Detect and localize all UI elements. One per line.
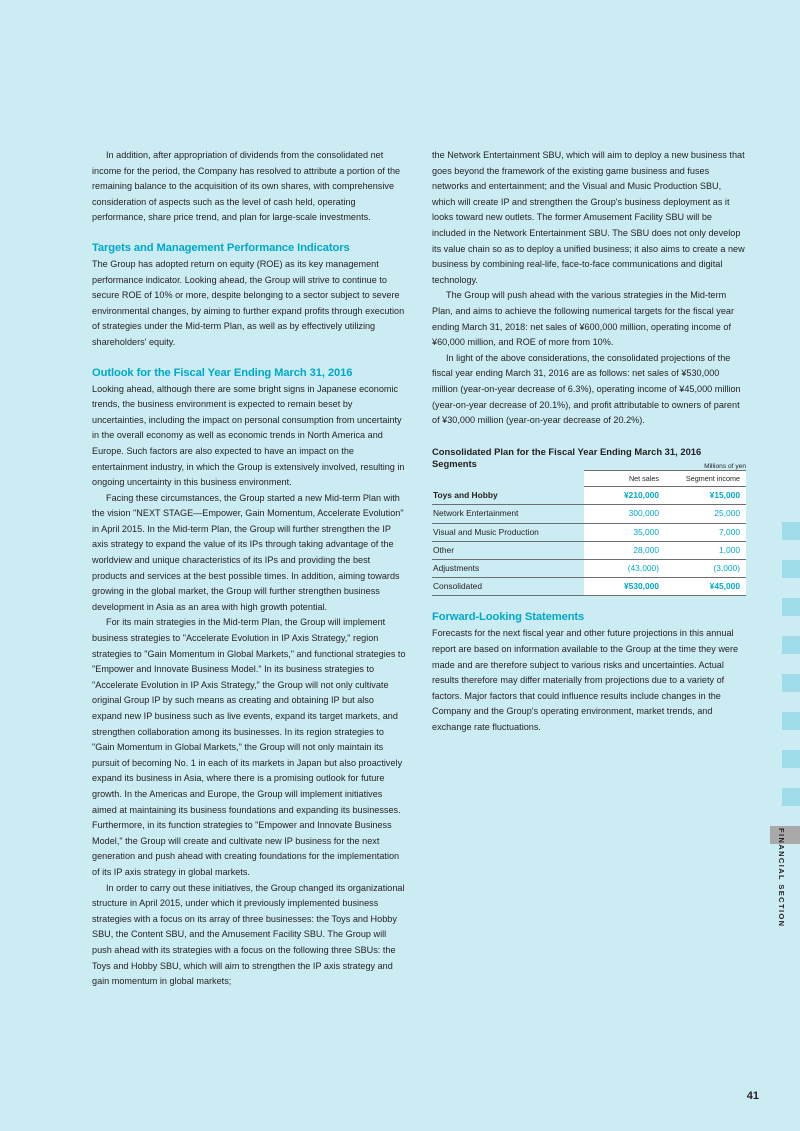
paragraph-numerical-targets: The Group will push ahead with the various strategies in the Mid-term Plan, and aims to achieve the following numerical targets for the fiscal year ending March 31, 2018: net sales of ¥600,000 million, operating income of ¥60,000 million, and ROE of more from 10%. bbox=[432, 290, 735, 348]
paragraph-organizational-structure: In order to carry out these initiatives, the Group changed its organizational structure in April 2015, under which it previously implemented business strategies with a focus on its array of three businesses: the Toys and Hobby SBU, the Content SBU, and the Amusement Facility SBU. The Group will push ahead with its strategies with a focus on the following three SBUs: the Toys and Hobby SBU, which will aim to strengthen the IP axis strategy and gain momentum in global markets; bbox=[92, 882, 405, 987]
table-header-net-sales: Net sales bbox=[584, 471, 665, 487]
paragraph-consolidated-projections: In light of the above considerations, the consolidated projections of the fiscal year ending March 31, 2016 are as follows: net sales of ¥530,000 million (year-on-year decrease of 6.3%), operating income of ¥45,000 million (year-on-year decrease of 20.1%), and profit attributable to owners of parent of ¥30,000 million (year-on-year decrease of 20.2%). bbox=[432, 352, 741, 426]
spacer bbox=[92, 351, 406, 366]
edge-tab-mark bbox=[782, 522, 800, 540]
consolidated-plan-table bbox=[432, 470, 746, 596]
edge-tab-mark bbox=[782, 560, 800, 578]
edge-tab-mark bbox=[782, 750, 800, 768]
table-cell-segment-income: 1,000 bbox=[665, 541, 746, 559]
table-row bbox=[432, 505, 746, 523]
heading-outlook-fy2016: Outlook for the Fiscal Year Ending March 31, 2016 bbox=[92, 366, 353, 379]
spacer bbox=[92, 226, 406, 241]
table-row bbox=[432, 560, 746, 578]
table-header-segment-income: Segment income bbox=[665, 471, 746, 487]
table-cell-label: Visual and Music Production bbox=[432, 523, 584, 541]
edge-tab-mark bbox=[782, 674, 800, 692]
table-cell-net-sales: 300,000 bbox=[584, 505, 665, 523]
edge-tab-strip bbox=[782, 0, 800, 1131]
paragraph-main-strategies: For its main strategies in the Mid-term Plan, the Group will implement business strategies to "Accelerate Evolution in IP Axis Strategy," region strategies to "Gain Momentum in Global Markets," and functional strategies to "Empower and Innovate Business Model." In its business strategies to "Accelerate Evolution in IP Axis Strategy," the Group will not only cultivate original Group IP by such means as creating and obtaining IP but also expand new IP business such as live events, expand its target markets, and strengthen collaboration among its businesses. In its region strategies to "Gain Momentum in Global Markets," the Group will not only maintain its pursuit of becoming No. 1 in each of its markets in Japan but also proactively expand its business in Asia, where there is a promising outlook for future growth. In the Americas and Europe, the Group will implement initiatives aimed at maintaining its business foundations and expanding its businesses. Furthermore, in its function strategies to "Empower and Innovate Business Model," the Group will create and cultivate new IP business for the next generation and push ahead with creating foundations for the implementation of its IP axis strategy in global markets. bbox=[92, 617, 406, 877]
table-cell-segment-income: ¥15,000 bbox=[665, 487, 746, 505]
section-side-label: FINANCIAL SECTION bbox=[777, 828, 786, 928]
table-cell-net-sales: ¥530,000 bbox=[584, 578, 665, 596]
table-cell-label: Toys and Hobby bbox=[432, 487, 584, 505]
paragraph-outlook: Looking ahead, although there are some bright signs in Japanese economic trends, the business environment is expected to remain beset by uncertainties, including the impact on personal consumption from uncertainty in the overall economy as well as economic trends in North America and Europe. Such factors are also expected to have an impact on the entertainment industry, in which the Group is extensively involved, resulting in ongoing uncertainty in this business environment. bbox=[92, 383, 405, 488]
page-number: 41 bbox=[746, 1090, 759, 1102]
table-subtitle-row bbox=[432, 458, 746, 470]
table-cell-net-sales: 35,000 bbox=[584, 523, 665, 541]
paragraph-midterm-plan: Facing these circumstances, the Group started a new Mid-term Plan with the vision "NEXT STAGE—Empower, Gain Momentum, Accelerate Evolution" in April 2015. In the Mid-term Plan, the Group will further strengthen the IP axis strategy to expand the value of its IPs through taking advantage of the worldview and unique characteristics of its IPs and providing the best products and services at the best possible times. In addition, aiming towards growing in the global market, the Group will further strengthen business development in Asia as an area with high growth potential. bbox=[92, 492, 404, 612]
edge-tab-mark bbox=[782, 712, 800, 730]
edge-tab-mark bbox=[782, 636, 800, 654]
table-cell-label: Consolidated bbox=[432, 578, 584, 596]
table-cell-net-sales: ¥210,000 bbox=[584, 487, 665, 505]
table-title: Consolidated Plan for the Fiscal Year Ending March 31, 2016 bbox=[432, 445, 702, 457]
table-row-total bbox=[432, 578, 746, 596]
table-cell-net-sales: (43,000) bbox=[584, 560, 665, 578]
left-column bbox=[92, 148, 406, 990]
table-row bbox=[432, 487, 746, 505]
paragraph-sbu-continuation: the Network Entertainment SBU, which will aim to deploy a new business that goes beyond the framework of the existing game business and fuses networks and entertainment; and the Visual and Music Production SBU, which will create IP and strengthen the Group's business deployment as it looks toward new outlets. The former Amusement Facility SBU will be included in the Network Entertainment SBU. The SBU does not only develop its value chain so as to deploy a unified business; it also aims to create a new business by combining real-life, face-to-face communications and digital technology. bbox=[432, 150, 745, 285]
table-cell-net-sales: 28,000 bbox=[584, 541, 665, 559]
table-cell-label: Other bbox=[432, 541, 584, 559]
table-cell-label: Adjustments bbox=[432, 560, 584, 578]
right-column bbox=[432, 148, 746, 736]
heading-forward-looking-statements: Forward-Looking Statements bbox=[432, 611, 585, 624]
edge-tab-mark bbox=[782, 598, 800, 616]
paragraph-dividends: In addition, after appropriation of dividends from the consolidated net income for the period, the Company has resolved to attribute a portion of the remaining balance to the acquisition of its own shares, with comprehensive consideration of aspects such as the level of cash held, operating performance, share price trend, and plan for large-scale investments. bbox=[92, 150, 401, 223]
table-cell-label: Network Entertainment bbox=[432, 505, 584, 523]
table-header-blank bbox=[432, 471, 584, 487]
table-cell-segment-income: 7,000 bbox=[665, 523, 746, 541]
table-unit-label: Millions of yen bbox=[704, 463, 746, 471]
edge-tab-mark bbox=[782, 788, 800, 806]
heading-targets-and-management: Targets and Management Performance Indicators bbox=[92, 241, 350, 254]
table-cell-segment-income: ¥45,000 bbox=[665, 578, 746, 596]
table-cell-segment-income: (3,000) bbox=[665, 560, 746, 578]
table-header-row bbox=[432, 471, 746, 487]
consolidated-plan-table-block bbox=[432, 445, 746, 597]
table-row bbox=[432, 541, 746, 559]
paragraph-forward-looking: Forecasts for the next fiscal year and other future projections in this annual report are based on information available to the Group at the time they were made and are therefore subject to various risks and uncertainties. Actual results therefore may differ materially from projections due to a variety of factors. Major factors that could influence results include changes in the Company and the Group's operating environment, market trends, and exchange rate fluctuations. bbox=[432, 628, 739, 732]
table-cell-segment-income: 25,000 bbox=[665, 505, 746, 523]
table-row bbox=[432, 523, 746, 541]
table-subtitle: Segments bbox=[432, 458, 477, 470]
spacer bbox=[432, 596, 746, 610]
paragraph-roe: The Group has adopted return on equity (ROE) as its key management performance indicator. Looking ahead, the Group will strive to continue to secure ROE of 10% or more, despite belonging to a sector subject to severe environmental changes, by aiming to further expand profits through execution of strategies under the Mid-term Plan, as well as by effectively utilizing shareholders' equity. bbox=[92, 258, 405, 347]
